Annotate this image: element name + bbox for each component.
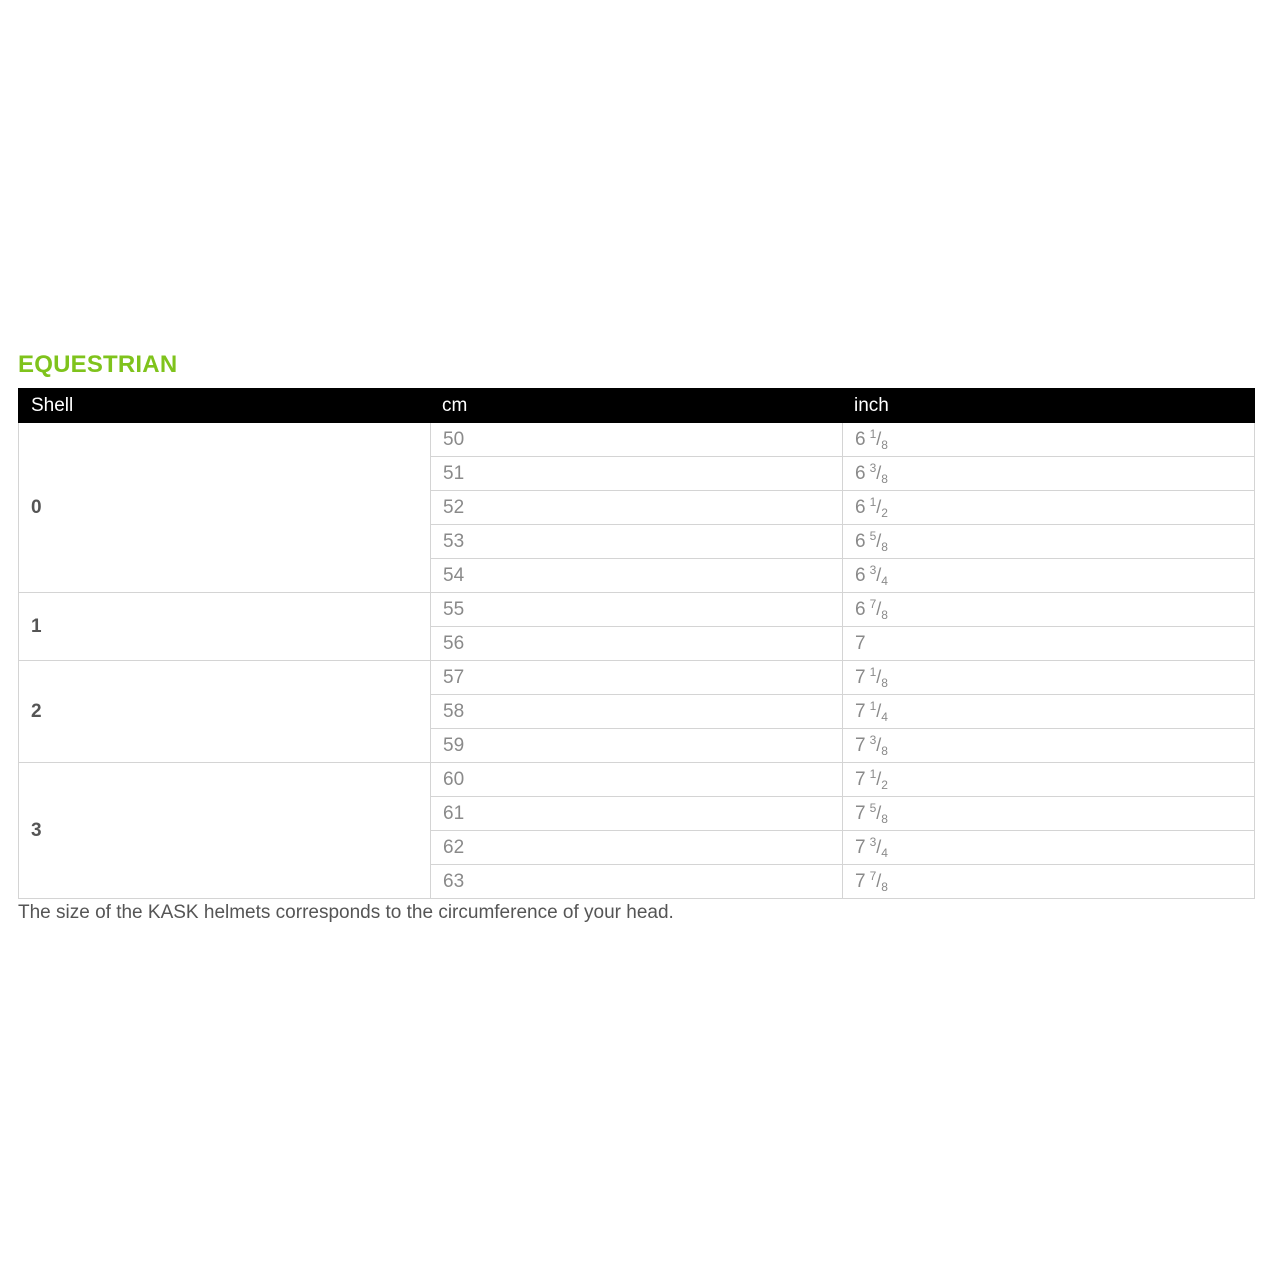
inch-denominator: 4 [881, 574, 888, 588]
inch-denominator: 8 [881, 438, 888, 452]
inch-cell [843, 559, 1255, 593]
inch-numerator: 1 [869, 665, 877, 679]
fraction-slash: / [876, 769, 882, 789]
cm-cell: 50 [431, 423, 843, 457]
cm-cell: 56 [431, 627, 843, 661]
header-shell: Shell [19, 389, 431, 423]
shell-size-cell: 0 [19, 423, 431, 593]
inch-whole: 7 [855, 871, 866, 892]
inch-numerator: 1 [869, 767, 877, 781]
inch-whole: 7 [855, 769, 866, 790]
inch-denominator: 8 [881, 540, 888, 554]
cm-cell: 61 [431, 797, 843, 831]
inch-cell [843, 423, 1255, 457]
inch-numerator: 7 [869, 597, 877, 611]
table-row [19, 593, 1255, 627]
cm-cell: 51 [431, 457, 843, 491]
inch-denominator: 4 [881, 846, 888, 860]
shell-size-cell: 1 [19, 593, 431, 661]
cm-cell: 60 [431, 763, 843, 797]
inch-cell [843, 525, 1255, 559]
fraction-slash: / [876, 735, 882, 755]
inch-numerator: 7 [869, 869, 877, 883]
inch-cell [843, 627, 1255, 661]
inch-numerator: 3 [869, 563, 877, 577]
table-body [19, 423, 1255, 899]
cm-cell: 59 [431, 729, 843, 763]
inch-whole: 6 [855, 429, 866, 450]
inch-whole: 7 [855, 701, 866, 722]
inch-cell [843, 491, 1255, 525]
inch-numerator: 3 [869, 461, 877, 475]
inch-whole: 7 [855, 735, 866, 756]
cm-cell: 53 [431, 525, 843, 559]
shell-size-cell: 2 [19, 661, 431, 763]
inch-cell [843, 457, 1255, 491]
table-row [19, 661, 1255, 695]
cm-cell: 63 [431, 865, 843, 899]
section-title: EQUESTRIAN [18, 351, 178, 378]
fraction-slash: / [876, 497, 882, 517]
inch-cell [843, 763, 1255, 797]
inch-denominator: 8 [881, 472, 888, 486]
inch-cell [843, 593, 1255, 627]
inch-whole: 6 [855, 531, 866, 552]
fraction-slash: / [876, 565, 882, 585]
inch-denominator: 4 [881, 710, 888, 724]
fraction-slash: / [876, 599, 882, 619]
inch-whole: 7 [855, 837, 866, 858]
size-chart-section [18, 348, 1254, 925]
inch-numerator: 3 [869, 733, 877, 747]
inch-numerator: 5 [869, 801, 877, 815]
inch-whole: 7 [855, 667, 866, 688]
cm-cell: 58 [431, 695, 843, 729]
table-row [19, 763, 1255, 797]
fraction-slash: / [876, 803, 882, 823]
cm-cell: 57 [431, 661, 843, 695]
fraction-slash: / [876, 531, 882, 551]
inch-numerator: 1 [869, 699, 877, 713]
table-header [19, 389, 1255, 423]
fraction-slash: / [876, 701, 882, 721]
table-row [19, 423, 1255, 457]
cm-cell: 52 [431, 491, 843, 525]
inch-whole: 6 [855, 565, 866, 586]
inch-cell [843, 695, 1255, 729]
fraction-slash: / [876, 463, 882, 483]
inch-denominator: 8 [881, 608, 888, 622]
inch-whole: 6 [855, 497, 866, 518]
size-note: The size of the KASK helmets corresponds to the circumference of your head. [18, 902, 674, 923]
inch-whole: 6 [855, 599, 866, 620]
inch-cell [843, 831, 1255, 865]
header-row [19, 389, 1255, 423]
inch-numerator: 1 [869, 495, 877, 509]
inch-numerator: 1 [869, 427, 877, 441]
fraction-slash: / [876, 429, 882, 449]
header-inch: inch [843, 389, 1255, 423]
shell-size-cell: 3 [19, 763, 431, 899]
inch-cell [843, 797, 1255, 831]
header-cm: cm [431, 389, 843, 423]
inch-denominator: 8 [881, 812, 888, 826]
inch-numerator: 5 [869, 529, 877, 543]
inch-whole: 7 [855, 633, 866, 654]
inch-cell [843, 865, 1255, 899]
size-table [18, 388, 1255, 899]
inch-denominator: 8 [881, 744, 888, 758]
cm-cell: 54 [431, 559, 843, 593]
inch-denominator: 2 [881, 778, 888, 792]
inch-whole: 7 [855, 803, 866, 824]
fraction-slash: / [876, 871, 882, 891]
inch-denominator: 8 [881, 676, 888, 690]
inch-denominator: 2 [881, 506, 888, 520]
cm-cell: 55 [431, 593, 843, 627]
inch-cell [843, 661, 1255, 695]
inch-denominator: 8 [881, 880, 888, 894]
inch-whole: 6 [855, 463, 866, 484]
fraction-slash: / [876, 837, 882, 857]
inch-cell [843, 729, 1255, 763]
cm-cell: 62 [431, 831, 843, 865]
fraction-slash: / [876, 667, 882, 687]
inch-numerator: 3 [869, 835, 877, 849]
